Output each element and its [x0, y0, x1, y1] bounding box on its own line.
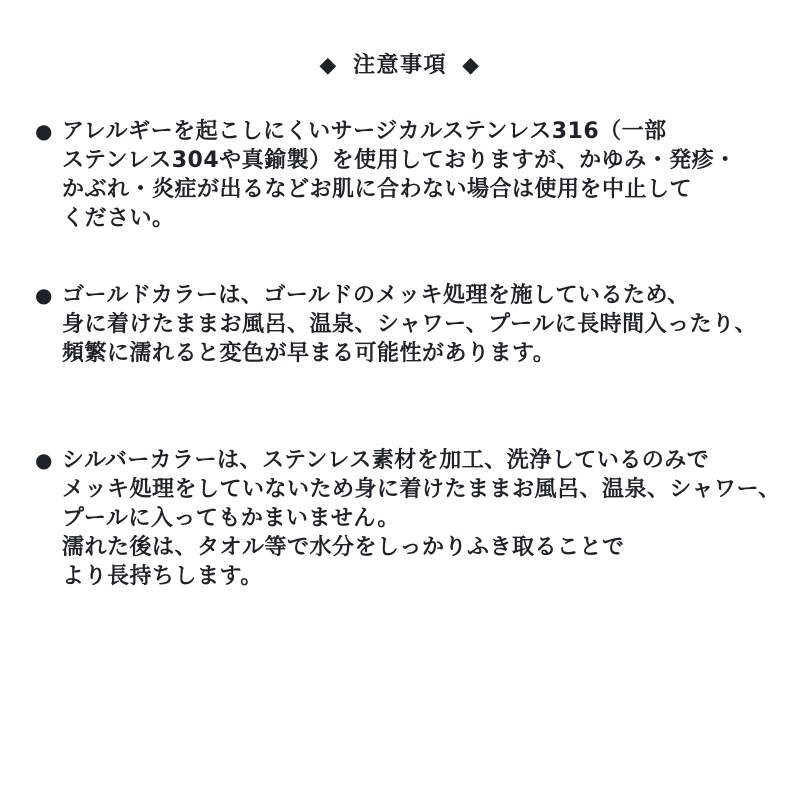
- bullet-icon: ●: [35, 448, 53, 472]
- text-line: アレルギーを起こしにくいサージカルステンレス316（一部: [62, 119, 667, 144]
- text-line: 頻繁に濡れると変色が早まる可能性があります。: [62, 341, 556, 366]
- notice-text: [62, 281, 757, 368]
- bullet-icon: ●: [35, 119, 53, 143]
- text-line: かぶれ・炎症が出るなどお肌に合わない場合は使用を中止して: [62, 177, 693, 202]
- text-line: 濡れた後は、タオル等で水分をしっかりふき取ることで: [62, 535, 625, 560]
- text-line: より長持ちします。: [62, 564, 263, 589]
- text-line: メッキ処理をしていないため身に着けたままお風呂、温泉、シャワー、: [62, 477, 781, 502]
- notice-text: [62, 117, 737, 233]
- bullet-icon: ●: [35, 283, 53, 307]
- text-line: ゴールドカラーは、ゴールドのメッキ処理を施しているため、: [62, 283, 690, 308]
- page-title: ◆ 注意事項 ◆: [319, 53, 481, 78]
- text-line: プールに入ってもかまいません。: [62, 506, 400, 531]
- text-line: ステンレス304や真鍮製）を使用しておりますが、かゆみ・発疹・: [62, 148, 737, 173]
- text-line: 身に着けたままお風呂、温泉、シャワー、プールに長時間入ったり、: [62, 312, 758, 337]
- text-line: シルバーカラーは、ステンレス素材を加工、洗浄しているのみで: [62, 448, 710, 473]
- text-line: ください。: [62, 206, 175, 231]
- notice-text: [62, 446, 781, 591]
- notice-gold-color-care: [35, 281, 775, 368]
- notice-silver-color-care: [35, 446, 781, 591]
- notice-allergy-material: [35, 117, 775, 233]
